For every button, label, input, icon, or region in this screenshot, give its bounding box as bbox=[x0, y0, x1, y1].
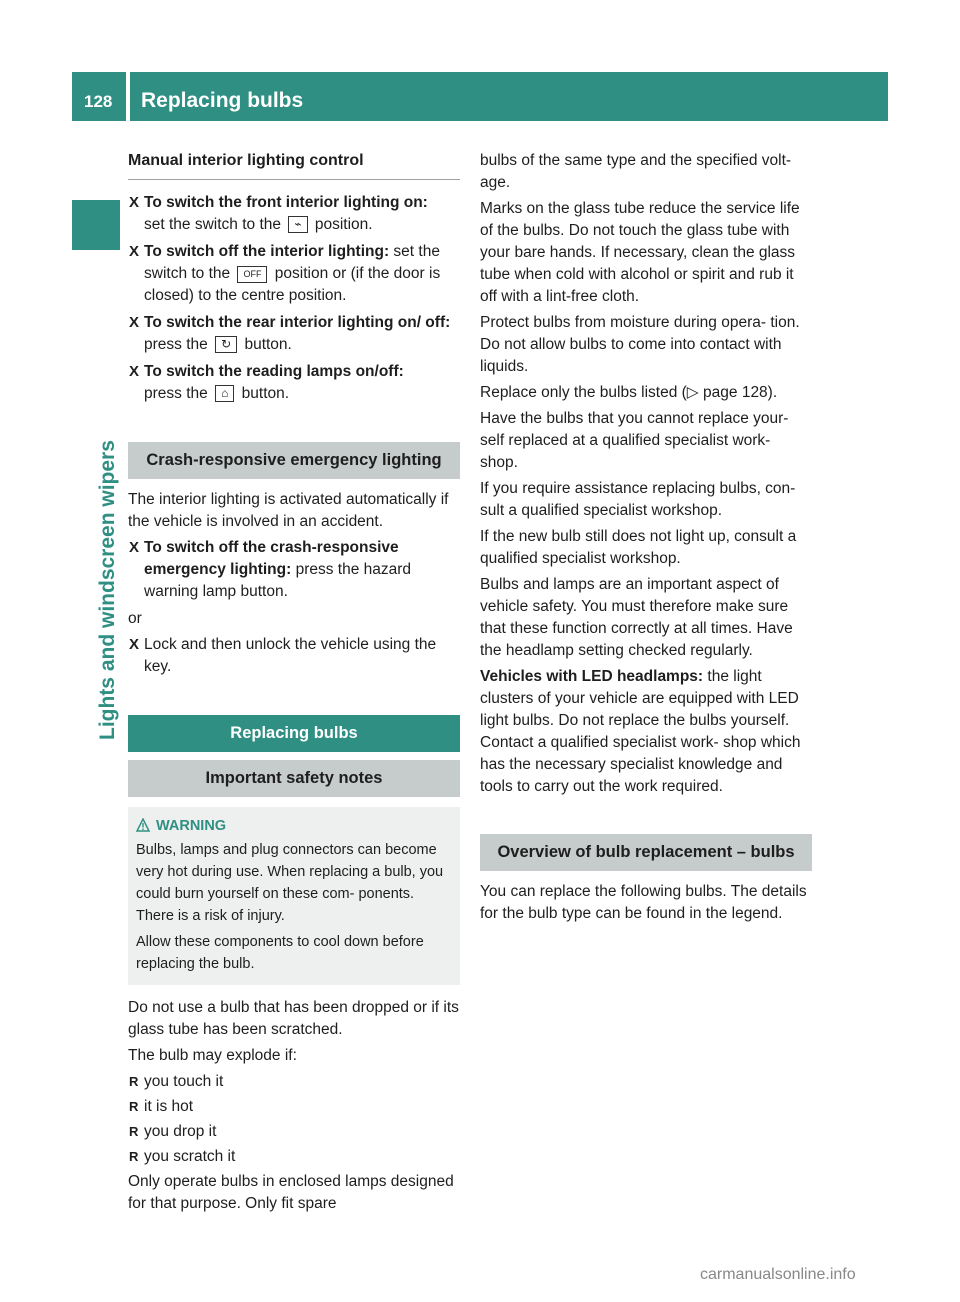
step-label: To switch the rear interior lighting on/ off: bbox=[144, 314, 451, 331]
step-arrow-icon: X bbox=[129, 243, 140, 260]
paragraph: Replace only the bulbs listed (▷ page 128). bbox=[480, 384, 778, 401]
step-label: To switch the reading lamps on/off: bbox=[144, 363, 404, 380]
step-crash-off bbox=[128, 537, 460, 603]
paragraph: bulbs of the same type and the specified volt- age. bbox=[480, 152, 792, 191]
rear-lighting-button-icon: ↻ bbox=[215, 336, 237, 353]
step-arrow-icon: X bbox=[129, 314, 140, 331]
warning-box bbox=[128, 807, 460, 985]
paragraph: Vehicles with LED headlamps: the light clusters of your vehicle are equipped with LED light bulbs. Do not replace the bulbs yourself. Contact a qualified specialist work- shop which has the necessary specialist knowledge and tools to carry out the work required. bbox=[480, 668, 801, 795]
step-arrow-icon: X bbox=[129, 363, 140, 380]
paragraph: If the new bulb still does not light up, consult a qualified specialist workshop. bbox=[480, 528, 797, 567]
overview-heading: Overview of bulb replacement – bulbs bbox=[480, 834, 812, 871]
step-rear-lighting bbox=[128, 312, 460, 356]
page-reference-link[interactable]: page 128). bbox=[703, 384, 778, 401]
paragraph: Have the bulbs that you cannot replace your- self replaced at a qualified specialist work- shop. bbox=[480, 410, 789, 471]
crash-lighting-heading: Crash-responsive emergency lighting bbox=[128, 442, 460, 479]
bullet-icon: R bbox=[129, 1149, 139, 1164]
page-number: 128 bbox=[84, 92, 113, 111]
step-text: Lock and then unlock the vehicle using the key. bbox=[144, 636, 437, 675]
right-column bbox=[480, 150, 812, 929]
step-text: button. bbox=[244, 336, 292, 353]
step-front-lighting bbox=[128, 192, 460, 236]
paragraph: Only operate bulbs in enclosed lamps designed for that purpose. Only fit spare bbox=[128, 1173, 454, 1212]
led-label: Vehicles with LED headlamps: bbox=[480, 668, 704, 685]
reading-lamp-button-icon: ⌂ bbox=[215, 385, 234, 402]
warning-triangle-icon bbox=[136, 818, 150, 832]
step-arrow-icon: X bbox=[129, 194, 140, 211]
warning-text-1: Bulbs, lamps and plug connectors can become very hot during use. When replacing a bulb, you could burn yourself on these com- ponents. There is a risk of injury. bbox=[136, 842, 444, 924]
step-label: To switch off the interior lighting: bbox=[144, 243, 390, 260]
crash-intro: The interior lighting is activated automatically if the vehicle is involved in an accident. bbox=[128, 491, 449, 530]
header-divider bbox=[126, 72, 130, 121]
replacing-bulbs-heading: Replacing bulbs bbox=[128, 715, 460, 752]
footer-watermark: carmanualsonline.info bbox=[700, 1266, 856, 1283]
bullet-icon: R bbox=[129, 1074, 139, 1089]
list-item: R you drop it bbox=[128, 1121, 460, 1143]
paragraph: The bulb may explode if: bbox=[128, 1047, 297, 1064]
step-label: To switch the front interior lighting on: bbox=[144, 194, 428, 211]
step-text: position. bbox=[314, 216, 373, 233]
list-item: R it is hot bbox=[128, 1096, 460, 1118]
chapter-label: Lights and windscreen wipers bbox=[96, 440, 119, 740]
step-lock-unlock bbox=[128, 634, 460, 678]
front-lighting-switch-icon: ⌁ bbox=[288, 216, 307, 233]
list-item: R you touch it bbox=[128, 1071, 460, 1093]
step-text: button. bbox=[241, 385, 290, 402]
page-title: Replacing bulbs bbox=[141, 89, 304, 112]
paragraph: You can replace the following bulbs. The details for the bulb type can be found in the legend. bbox=[480, 883, 807, 922]
off-switch-icon: OFF bbox=[237, 266, 267, 283]
step-text: press the bbox=[144, 336, 208, 353]
step-text: press the bbox=[144, 385, 208, 402]
manual-lighting-heading: Manual interior lighting control bbox=[128, 150, 460, 180]
step-text: set the switch to the bbox=[144, 216, 281, 233]
paragraph: Bulbs and lamps are an important aspect of vehicle safety. You must therefore make sure that these function correctly at all times. Have the headlamp setting checked regularly. bbox=[480, 576, 793, 659]
paragraph: Do not use a bulb that has been dropped or if its glass tube has been scratched. bbox=[128, 999, 459, 1038]
paragraph: If you require assistance replacing bulbs, con- sult a qualified specialist workshop. bbox=[480, 480, 796, 519]
left-column bbox=[128, 150, 460, 1219]
bullet-icon: R bbox=[129, 1099, 139, 1114]
step-label: To switch off the crash-responsive emergency lighting: bbox=[144, 539, 399, 578]
step-arrow-icon: X bbox=[129, 636, 140, 653]
or-text: or bbox=[128, 610, 142, 627]
page-header bbox=[72, 72, 888, 121]
step-arrow-icon: X bbox=[129, 539, 140, 556]
step-reading-lamps bbox=[128, 361, 460, 405]
warning-label: WARNING bbox=[156, 818, 227, 834]
bullet-icon: R bbox=[129, 1124, 139, 1139]
list-item: R you scratch it bbox=[128, 1146, 460, 1168]
step-text: set the switch to the bbox=[144, 243, 440, 282]
paragraph: Protect bulbs from moisture during opera- tion. Do not allow bulbs to come into contact with liquids. bbox=[480, 314, 800, 375]
safety-notes-heading: Important safety notes bbox=[128, 760, 460, 797]
warning-title bbox=[136, 815, 452, 837]
paragraph: Marks on the glass tube reduce the service life of the bulbs. Do not touch the glass tube with your bare hands. If necessary, clean the glass tube when cold with alcohol or spirit and rub it off with a lint-free cloth. bbox=[480, 200, 800, 305]
step-text: position or (if the door is closed) to the centre position. bbox=[144, 265, 441, 304]
step-text: press the hazard warning lamp button. bbox=[144, 561, 412, 600]
warning-text-2: Allow these components to cool down before replacing the bulb. bbox=[136, 934, 424, 972]
chapter-tab-marker bbox=[72, 200, 120, 250]
page-ref-arrow-icon: ▷ bbox=[686, 384, 699, 401]
step-interior-off bbox=[128, 241, 460, 307]
